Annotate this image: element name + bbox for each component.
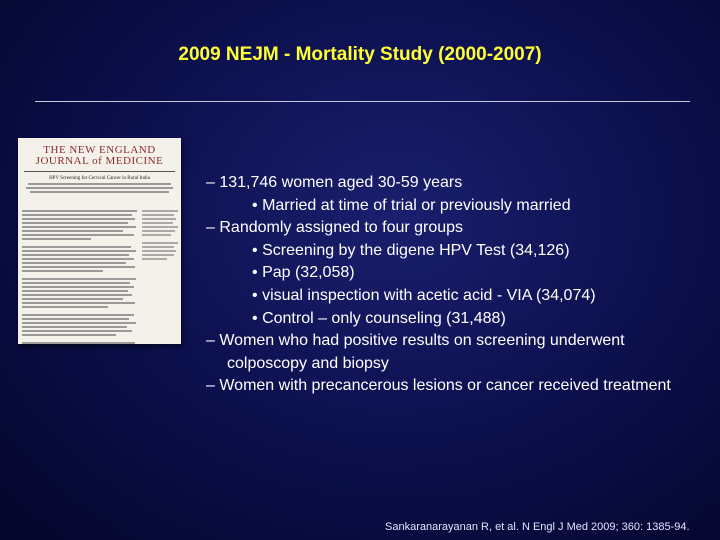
title-divider — [35, 101, 690, 102]
journal-article-thumbnail — [18, 138, 181, 344]
bullet-item — [206, 330, 706, 375]
bullet-item — [206, 375, 706, 398]
sub-bullet-item — [206, 308, 706, 331]
author-lines — [18, 183, 181, 193]
sub-bullet-item — [206, 285, 706, 308]
bullet-text: 131,746 women aged 30-59 years — [219, 174, 463, 191]
bullet-text: Women with precancerous lesions or cancer received treatment — [219, 377, 671, 395]
bullet-marker: • — [252, 196, 258, 214]
bullet-marker: – — [206, 377, 215, 395]
bullet-text: Pap (32,058) — [262, 264, 355, 282]
slide-title: 2009 NEJM - Mortality Study (2000-2007) — [178, 44, 542, 65]
sub-bullet-item — [206, 240, 706, 263]
sub-bullet-item — [206, 195, 706, 218]
sub-bullet-item — [206, 262, 706, 285]
bullet-text: Married at time of trial or previously married — [262, 196, 571, 214]
masthead-line1: THE NEW ENGLAND — [43, 144, 156, 156]
bullet-text: Control – only counseling (31,488) — [262, 309, 506, 327]
bullet-item — [206, 172, 706, 195]
bullet-text: Screening by the digene HPV Test (34,126) — [262, 241, 570, 259]
article-sidebar-text — [142, 208, 178, 262]
citation: Sankaranarayanan R, et al. N Engl J Med 2009; 360: 1385-94. — [385, 521, 690, 533]
bullet-marker: – — [206, 332, 215, 350]
bullet-marker: – — [206, 174, 215, 191]
journal-masthead — [18, 145, 181, 167]
article-title: HPV Screening for Cervical Cancer in Rural India — [49, 176, 150, 181]
bullet-text: Women who had positive results on screening underwent colposcopy and biopsy — [219, 332, 625, 372]
masthead-rule — [24, 171, 175, 172]
article-body-text — [22, 208, 137, 344]
bullet-marker: • — [252, 286, 258, 304]
bullet-marker: • — [252, 309, 258, 327]
bullet-item — [206, 217, 706, 240]
bullet-marker: • — [252, 241, 258, 259]
bullet-text: visual inspection with acetic acid - VIA (34,074) — [262, 286, 596, 304]
bullet-marker: – — [206, 219, 215, 237]
bullet-list — [206, 172, 706, 398]
masthead-line2: JOURNAL of MEDICINE — [35, 155, 164, 167]
bullet-text: Randomly assigned to four groups — [219, 219, 464, 237]
bullet-marker: • — [252, 264, 258, 282]
